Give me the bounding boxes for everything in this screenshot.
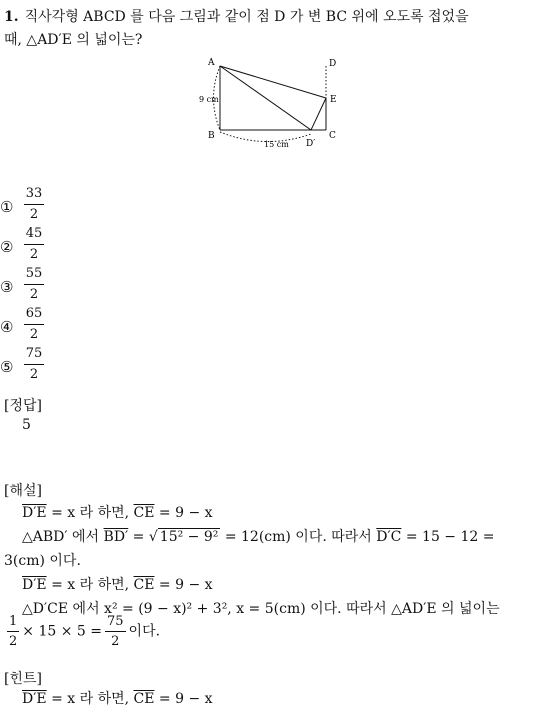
explanation-line-5: △D′CE 에서 x² = (9 − x)² + 3², x = 5(cm) 이다. 따라서 △AD′E 의 넓이는 xyxy=(22,601,500,617)
label-side-bc: 15 cm xyxy=(264,140,289,149)
choice-marker: ④ xyxy=(0,318,14,336)
choice-fraction: $\frac{33}{2}$ xyxy=(25,186,43,222)
explanation-line-2: △ABD′ 에서 BD′ = √ 15² − 9² = 12(cm) 이다. 따라서 D′C = 15 − 12 = xyxy=(22,529,495,545)
question-text-line1: 직사각형 ABCD 를 다음 그림과 같이 점 D 가 변 BC 위에 오도록 접었을 xyxy=(24,9,469,25)
choice-fraction: $\frac{55}{2}$ xyxy=(25,266,43,302)
choice-marker: ⑤ xyxy=(0,358,14,376)
choice-2[interactable] xyxy=(0,226,200,266)
question-number: 1. xyxy=(4,9,19,25)
answer-value: 5 xyxy=(22,417,31,433)
choice-5[interactable] xyxy=(0,346,200,386)
label-c: C xyxy=(329,131,336,141)
label-a: A xyxy=(208,58,215,68)
answer-heading: [정답] xyxy=(4,398,42,414)
choice-fraction: $\frac{45}{2}$ xyxy=(25,226,43,262)
hint-heading: [힌트] xyxy=(4,671,42,687)
explanation-line-4: D′E = x 라 하면, $\overline{CE} = 9 - x$ xyxy=(22,577,213,593)
explanation-line-1: D′E = x 라 하면, $\overline{CE} = 9 - x$ xyxy=(22,505,213,521)
hint-line: D′E = x 라 하면, $\overline{CE} = 9 - x$ xyxy=(22,691,213,707)
choice-3[interactable] xyxy=(0,266,200,306)
choice-marker: ① xyxy=(0,198,14,216)
question xyxy=(4,6,532,52)
explanation-heading: [해설] xyxy=(4,483,42,499)
choice-fraction: $\frac{75}{2}$ xyxy=(25,346,43,382)
choice-4[interactable] xyxy=(0,306,200,346)
choice-marker: ② xyxy=(0,238,14,256)
geometry-figure xyxy=(195,54,355,154)
explanation-line-6: $\frac{1}{2}$ × 15 × 5 = $\frac{75}{2}$ 이다. xyxy=(9,614,161,649)
choice-fraction: $\frac{65}{2}$ xyxy=(25,306,43,342)
label-b: B xyxy=(208,131,215,141)
label-e: E xyxy=(330,95,337,105)
label-side-ab: 9 cm xyxy=(199,95,219,104)
question-text-line2: 때, △AD′E 의 넓이는? xyxy=(4,32,143,48)
label-d: D xyxy=(329,59,337,69)
choice-1[interactable] xyxy=(0,186,200,226)
label-dp: D′ xyxy=(306,139,316,149)
explanation-line-3: 3(cm) 이다. xyxy=(4,553,81,569)
choice-marker: ③ xyxy=(0,278,14,296)
